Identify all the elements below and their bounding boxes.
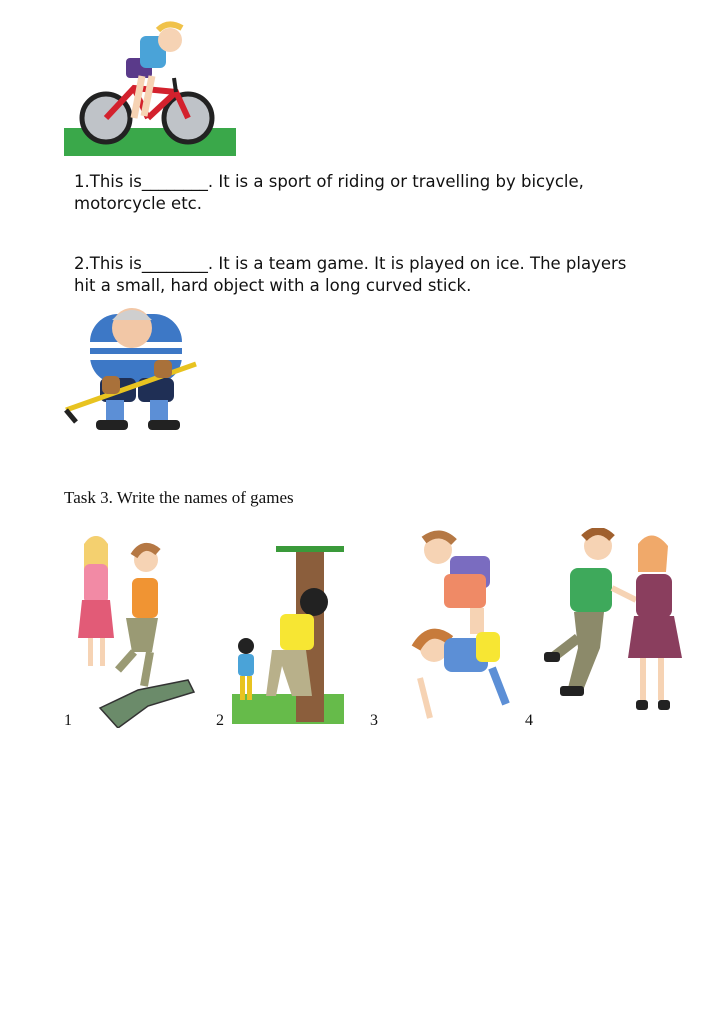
cyclist-image [64, 18, 236, 158]
game-number-1: 1 [64, 712, 72, 729]
hockey-player-image [62, 298, 202, 443]
question-2 [74, 253, 674, 297]
question-1-line-2: motorcycle etc. [74, 194, 202, 213]
task-3-title: Task 3. Write the names of games [64, 488, 294, 507]
game-number-4: 4 [525, 712, 533, 729]
game-number-3: 3 [370, 712, 378, 729]
tag-image [544, 528, 692, 724]
question-1-line-1: 1.This is________. It is a sport of riding or travelling by bicycle, [74, 172, 584, 191]
hopscotch-image [78, 530, 200, 728]
question-1 [74, 171, 674, 215]
hide-and-seek-image [232, 546, 344, 724]
question-2-line-2: hit a small, hard object with a long curved stick. [74, 276, 472, 295]
game-number-2: 2 [216, 712, 224, 729]
question-2-line-1: 2.This is________. It is a team game. It is played on ice. The players [74, 254, 627, 273]
leapfrog-image [410, 528, 518, 724]
